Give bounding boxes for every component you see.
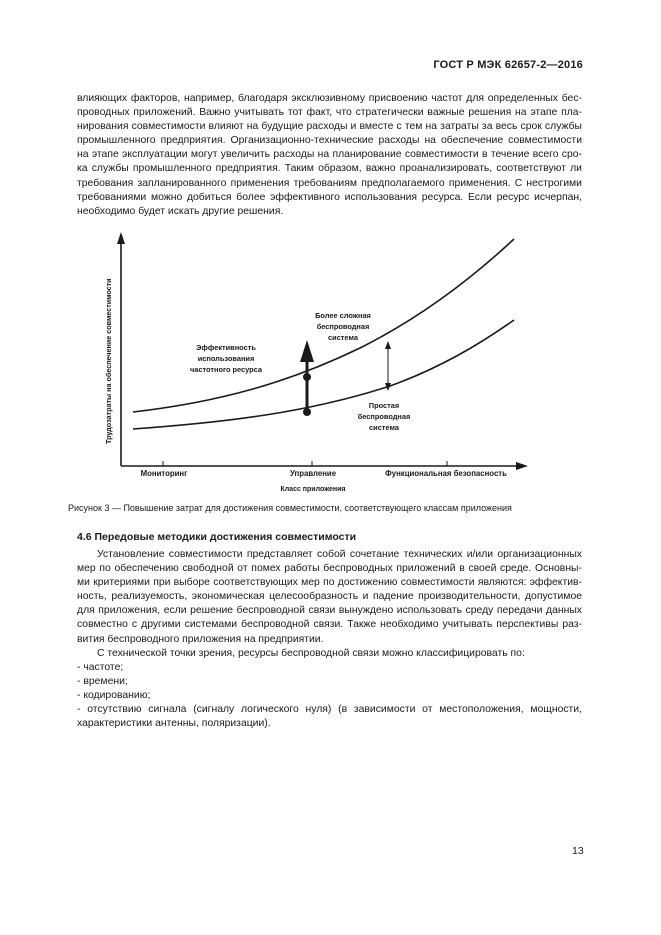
x-tick-label-safety: Функциональная безопасность	[385, 469, 507, 478]
label-complex-line: Более сложная	[315, 311, 371, 320]
text-line: необходимо будет искать другие решения.	[77, 205, 284, 217]
section-title: 4.6 Передовые методики достижения совместимости	[77, 531, 357, 543]
x-axis-label: Класс приложения	[280, 486, 346, 493]
y-axis-arrow	[117, 232, 125, 244]
text-line: С технической точки зрения, ресурсы беспроводной связи можно классифицировать по:	[97, 647, 525, 659]
text-line: совместно с другими системами беспроводной связи. Также необходимо учитывать перспективы раз-	[77, 619, 582, 631]
y-axis-label: Трудозатраты на обеспечение совместимости	[104, 278, 113, 444]
label-simple-line: беспроводная	[357, 412, 411, 421]
label-simple-line: Простая	[368, 401, 400, 410]
text-line: вития беспроводного приложения на предприятии.	[77, 633, 324, 645]
text-line: требования запланированного применения требованиям предполагаемого применения. С нестрогими	[77, 177, 582, 189]
curve-simple-system	[133, 320, 514, 429]
text-line: характеристики антенны, поляризации).	[77, 718, 271, 730]
text-line: промышленного предприятия. Организационно-технические расходы на обеспечение совместимости	[77, 135, 582, 147]
label-efficiency-line: частотного ресурса	[190, 365, 262, 374]
document-header: ГОСТ Р МЭК 62657-2—2016	[433, 59, 583, 71]
label-efficiency-line: Эффективность	[196, 343, 256, 352]
difference-arrow-head-top	[385, 341, 391, 349]
x-tick-label-control: Управление	[289, 469, 337, 478]
list-item: - времени;	[77, 675, 128, 687]
label-complex-line: беспроводная	[316, 322, 370, 331]
list-item: - кодированию;	[77, 689, 151, 701]
text-line: для приложения, если решение беспроводной связи вынуждено использовать среду передачи данных	[77, 605, 582, 617]
text-line: влияющих факторов, например, благодаря эксклюзивному присвоению частот для определенных бес-	[77, 93, 582, 104]
text-line: требованиями можно добиться более эффективного использования ресурса. Если ресурс исчерпан,	[77, 191, 582, 203]
paragraph-intro	[77, 92, 582, 219]
text-line: нирования совместимости влияют на будущие расходы и вместе с тем на затраты за весь срок службы	[77, 121, 582, 133]
text-line: на этапе эксплуатации могут увеличить расходы на планирование совместимости в течение всего сро-	[77, 149, 582, 161]
text-line: ность, реализуемость, экономическая целесообразность и падение производительности, допустимое	[77, 591, 582, 603]
list-item: - частоте;	[77, 661, 124, 673]
text-line: ми критериями при выборе соответствующих мер по достижению совместимости являются: эффектив-	[77, 577, 582, 589]
cost-diagram	[0, 230, 661, 500]
point-simple	[303, 408, 311, 416]
label-efficiency-line: использования	[197, 354, 255, 363]
point-complex	[303, 373, 311, 381]
figure-3	[0, 230, 661, 500]
text-line: Установление совместимости представляет собой сочетание технических и/или организационных	[97, 549, 582, 560]
label-simple-line: система	[369, 423, 399, 432]
list-item: - отсутствию сигнала (сигналу логического нуля) (в зависимости от местоположения, мощности,	[77, 704, 582, 716]
x-axis-arrow	[516, 462, 528, 470]
label-complex-line: система	[328, 333, 358, 342]
figure-caption: Рисунок 3 — Повышение затрат для достижения совместимости, соответствующего классам приложения	[68, 503, 512, 513]
text-line: проводных приложений. Важно учитывать тот факт, что стратегически важные решения на этапе пла-	[77, 107, 582, 119]
page-number: 13	[572, 845, 584, 857]
efficiency-arrow-head	[300, 340, 314, 362]
text-line: мер по обеспечению свободной от помех работы беспроводных приложений в своей среде. Основны-	[77, 563, 582, 575]
paragraph-methods	[77, 548, 582, 731]
x-tick-label-monitoring: Мониторинг	[140, 469, 188, 478]
text-line: ка службы промышленного предприятия. Таким образом, важно проанализировать, соответствуют ли	[77, 163, 582, 175]
